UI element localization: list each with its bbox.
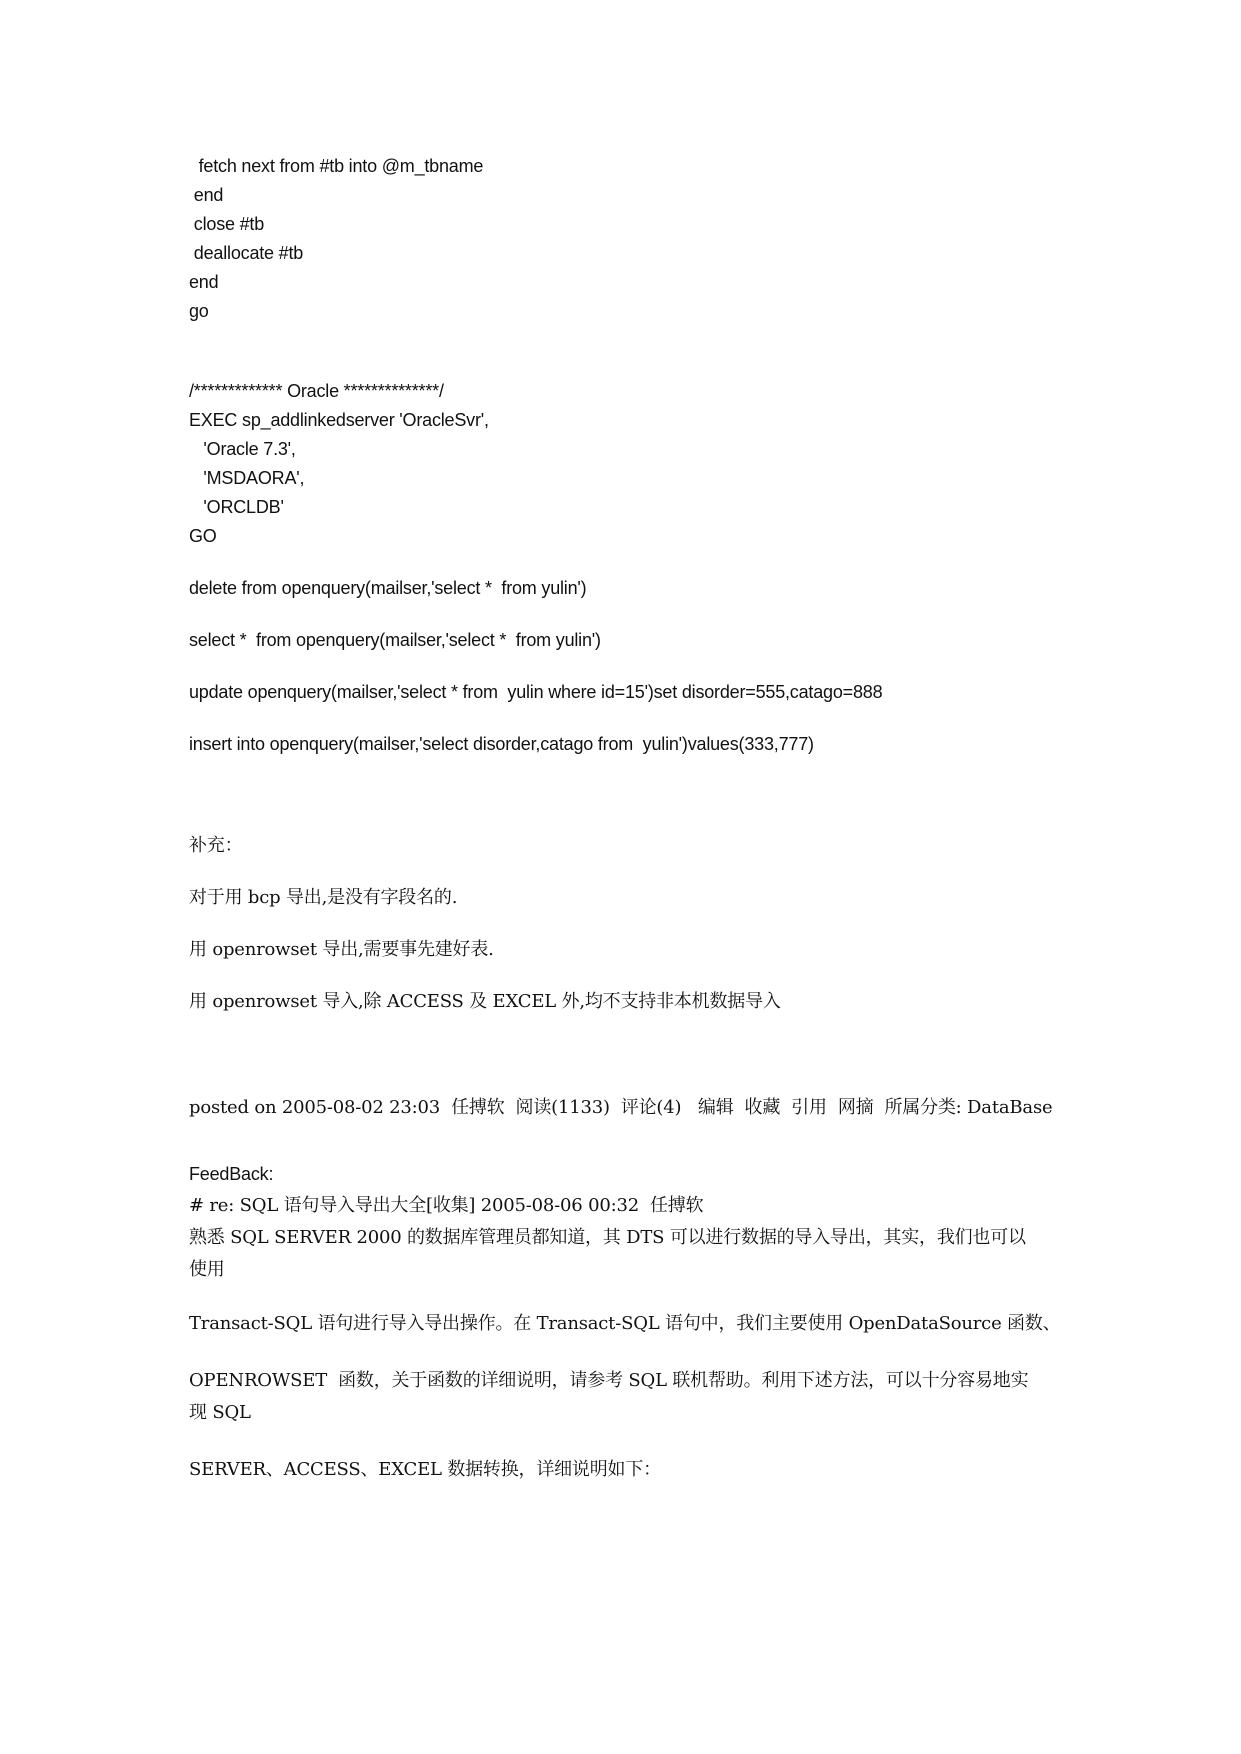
code-line: 'Oracle 7.3', (189, 439, 296, 459)
code-line: EXEC sp_addlinkedserver 'OracleSvr', (189, 410, 489, 430)
code-line: close #tb (189, 214, 265, 234)
code-line: 'MSDAORA', (189, 468, 305, 488)
supplement-note: 对于用 bcp 导出,是没有字段名的. (189, 887, 458, 908)
comment-line: 现 SQL (189, 1402, 251, 1423)
code-line: 'ORCLDB' (189, 497, 284, 517)
supplement-note: 用 openrowset 导出,需要事先建好表. (189, 939, 494, 960)
comment-line: Transact-SQL 语句进行导入导出操作。在 Transact-SQL 语句中，我们主要使用 OpenDataSource 函数、 (189, 1313, 1061, 1334)
code-line: fetch next from #tb into @m_tbname (189, 156, 484, 176)
code-line: go (189, 301, 209, 321)
query-line: delete from openquery(mailser,'select * from yulin') (189, 578, 587, 598)
query-line: insert into openquery(mailser,'select disorder,catago from yulin')values(333,777) (189, 734, 814, 754)
comment-line: SERVER、ACCESS、EXCEL 数据转换，详细说明如下： (189, 1459, 661, 1480)
comment-header: # re: SQL 语句导入导出大全[收集] 2005-08-06 00:32 任搏软 (189, 1195, 704, 1216)
code-line: end (189, 272, 219, 292)
code-line: deallocate #tb (189, 243, 304, 263)
feedback-label: FeedBack: (189, 1164, 274, 1184)
post-meta: posted on 2005-08-02 23:03 任搏软 阅读(1133) 评论(4) 编辑 收藏 引用 网摘 所属分类: DataBase (189, 1097, 1053, 1118)
comment-line: 熟悉 SQL SERVER 2000 的数据库管理员都知道，其 DTS 可以进行数据的导入导出，其实，我们也可以 (189, 1227, 1026, 1248)
comment-line: OPENROWSET 函数，关于函数的详细说明，请参考 SQL 联机帮助。利用下述方法，可以十分容易地实 (189, 1370, 1029, 1391)
query-line: select * from openquery(mailser,'select * from yulin') (189, 630, 601, 650)
supplement-note: 用 openrowset 导入,除 ACCESS 及 EXCEL 外,均不支持非本机数据导入 (189, 991, 781, 1012)
query-line: update openquery(mailser,'select * from yulin where id=15')set disorder=555,catago=888 (189, 682, 883, 702)
code-line: end (189, 185, 224, 205)
supplement-heading: 补充： (189, 835, 243, 856)
code-line: /************* Oracle **************/ (189, 381, 444, 401)
code-line: GO (189, 526, 217, 546)
comment-line: 使用 (189, 1259, 225, 1280)
